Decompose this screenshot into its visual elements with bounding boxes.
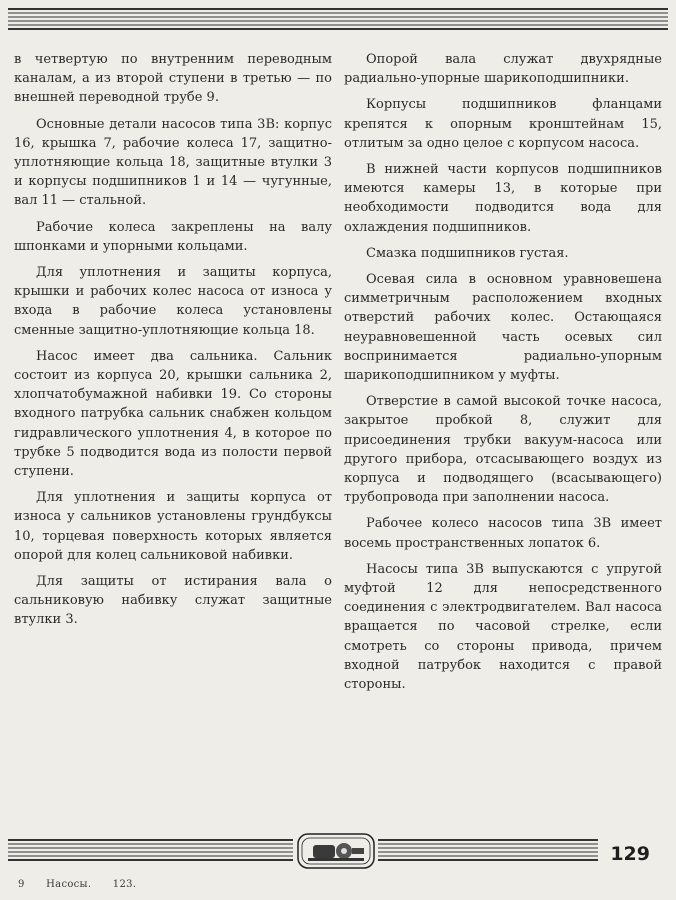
paragraph: Опорой вала служат двухрядные радиально-упорные шарикоподшипники.	[344, 52, 662, 87]
top-ornamental-rule	[8, 6, 668, 32]
two-column-text	[14, 50, 662, 701]
paragraph: В нижней части корпусов подшипников имеются камеры 13, в которые при необходимости подводится вода для охлаждения подшипников.	[344, 162, 662, 235]
paragraph: Для уплотнения и защиты корпуса, крышки и рабочих колес насоса от износа у входа в рабочие колеса установлены сменные защитно-уплотняющие кольца 18.	[14, 265, 332, 338]
paragraph: Насос имеет два сальника. Сальник состоит из корпуса 20, крышки сальника 2, хлопчатобумажной набивки 19. Со стороны входного патрубка сальник снабжен кольцом гидравлического уплотнения 4, в которое по трубке 5 подводится вода из полости первой ступени.	[14, 348, 332, 480]
bottom-ornamental-rule	[8, 832, 668, 876]
left-column	[14, 50, 332, 701]
paragraph: Для защиты от истирания вала о сальниковую набивку служат защитные втулки 3.	[14, 574, 332, 628]
print-footer	[18, 879, 154, 890]
footer-title: Насосы.	[46, 879, 92, 890]
pump-emblem-icon	[298, 834, 374, 868]
page-number: 129	[610, 843, 650, 865]
paragraph: Смазка подшипников густая.	[366, 245, 569, 261]
paragraph: Насосы типа 3В выпускаются с упругой муфтой 12 для непосредственного соединения с электродвигателем. Вал насоса вращается по часовой стрелке, если смотреть со стороны привода, причем входной патрубок находится с правой стороны.	[344, 561, 662, 693]
paragraph: Отверстие в самой высокой точке насоса, закрытое пробкой 8, служит для присоединения трубки вакуум-насоса или другого прибора, отсасывающего воздух из корпуса и подводящего (всасывающего) трубопровода при заполнении насоса.	[344, 394, 662, 506]
footer-code: 123.	[112, 879, 137, 890]
paragraph: Корпусы подшипников фланцами крепятся к опорным кронштейнам 15, отлитым за одно целое с корпусом насоса.	[344, 97, 662, 151]
footer-signature: 9	[18, 879, 25, 890]
paragraph: Осевая сила в основном уравновешена симметричным расположением входных отверстий рабочих колес. Остающаяся неуравновешенной часть осевых сил воспринимается радиально-упорным шарикоподшипником у муфты.	[344, 272, 662, 384]
right-column	[344, 50, 662, 701]
paragraph: Для уплотнения и защиты корпуса от износа у сальников установлены грундбуксы 10, торцевая поверхность которых является опорой для колец сальниковой набивки.	[14, 490, 332, 563]
paragraph: Рабочее колесо насосов типа 3В имеет восемь пространственных лопаток 6.	[344, 516, 662, 551]
paragraph: в четвертую по внутренним переводным каналам, а из второй ступени в третью — по внешней переводной трубе 9.	[14, 52, 332, 106]
paragraph: Рабочие колеса закреплены на валу шпонками и упорными кольцами.	[14, 219, 332, 254]
paragraph: Основные детали насосов типа 3В: корпус 16, крышка 7, рабочие колеса 17, защитно-уплотняющие кольца 18, защитные втулки 3 и корпусы подшипников 1 и 14 — чугунные, вал 11 — стальной.	[14, 116, 332, 209]
